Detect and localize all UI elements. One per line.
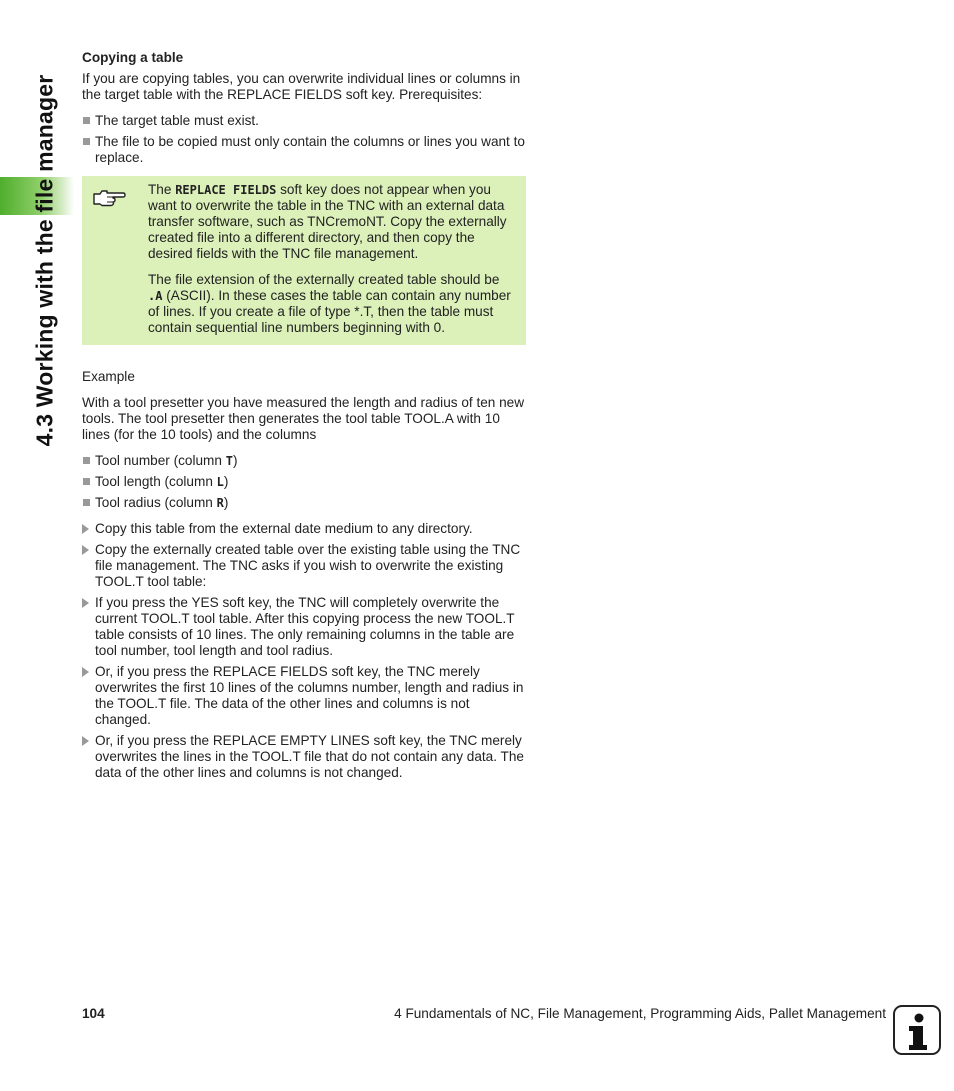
pointing-hand-icon xyxy=(92,186,126,208)
note-paragraph-2: The file extension of the externally created table should be .A (ASCII). In these cases the table can contain any number of lines. If you create a file of type *.T, then the table must contain sequential line numbers beginning with 0. xyxy=(148,272,511,335)
arrow-right-icon xyxy=(82,667,89,677)
prerequisites-list xyxy=(82,113,526,166)
list-item: The file to be copied must only contain the columns or lines you want to replace. xyxy=(82,134,526,166)
example-intro: With a tool presetter you have measured the length and radius of ten new tools. The tool presetter then generates the tool table TOOL.A with 10 lines (for the 10 tools) and the columns xyxy=(82,395,525,442)
list-item: Or, if you press the REPLACE FIELDS soft key, the TNC merely overwrites the first 10 lines of the columns number, length and radius in the TOOL.T file. The data of the other lines and columns is not changed. xyxy=(82,664,526,728)
example-label: Example xyxy=(82,369,135,384)
footer-chapter-text: 4 Fundamentals of NC, File Management, Programming Aids, Pallet Management xyxy=(394,1006,886,1021)
extension-code: .A xyxy=(148,289,163,303)
main-content xyxy=(82,50,526,791)
list-item: Tool radius (column R) xyxy=(82,495,526,511)
list-item: Copy the externally created table over the existing table using the TNC file management. The TNC asks if you wish to overwrite the existing TOOL.T tool table: xyxy=(82,542,526,590)
section-intro: If you are copying tables, you can overwrite individual lines or columns in the target table with the REPLACE FIELDS soft key. Prerequisites: xyxy=(82,71,521,102)
chapter-title-text: 4.3 Working with the file manager xyxy=(31,74,58,446)
section-heading: Copying a table xyxy=(82,50,184,65)
list-item: If you press the YES soft key, the TNC will completely overwrite the current TOOL.T tool table. After this copying process the new TOOL.T table consists of 10 lines. The only remaining columns in the table are tool number, tool length and tool radius. xyxy=(82,595,526,659)
list-item: Copy this table from the external date medium to any directory. xyxy=(82,521,526,537)
list-item: Or, if you press the REPLACE EMPTY LINES soft key, the TNC merely overwrites the lines in the TOOL.T file that do not contain any data. The data of the other lines and columns is not changed. xyxy=(82,733,526,781)
list-item: The target table must exist. xyxy=(82,113,526,129)
note-paragraph-1: The REPLACE FIELDS soft key does not appear when you want to overwrite the table in the TNC with an external data transfer software, such as TNCremoNT. Copy the externally created file into a different directory, and then copy the desired fields with the TNC file management. xyxy=(148,182,507,261)
list-item: Tool length (column L) xyxy=(82,474,526,490)
arrow-right-icon xyxy=(82,524,89,534)
chapter-side-title xyxy=(28,50,62,470)
list-item: Tool number (column T) xyxy=(82,453,526,469)
arrow-right-icon xyxy=(82,598,89,608)
arrow-right-icon xyxy=(82,736,89,746)
steps-list xyxy=(82,521,526,781)
columns-list xyxy=(82,453,526,511)
info-icon xyxy=(893,1005,941,1055)
note-box xyxy=(82,176,526,345)
arrow-right-icon xyxy=(82,545,89,555)
page-number: 104 xyxy=(82,1006,105,1021)
softkey-code: REPLACE FIELDS xyxy=(175,183,277,197)
